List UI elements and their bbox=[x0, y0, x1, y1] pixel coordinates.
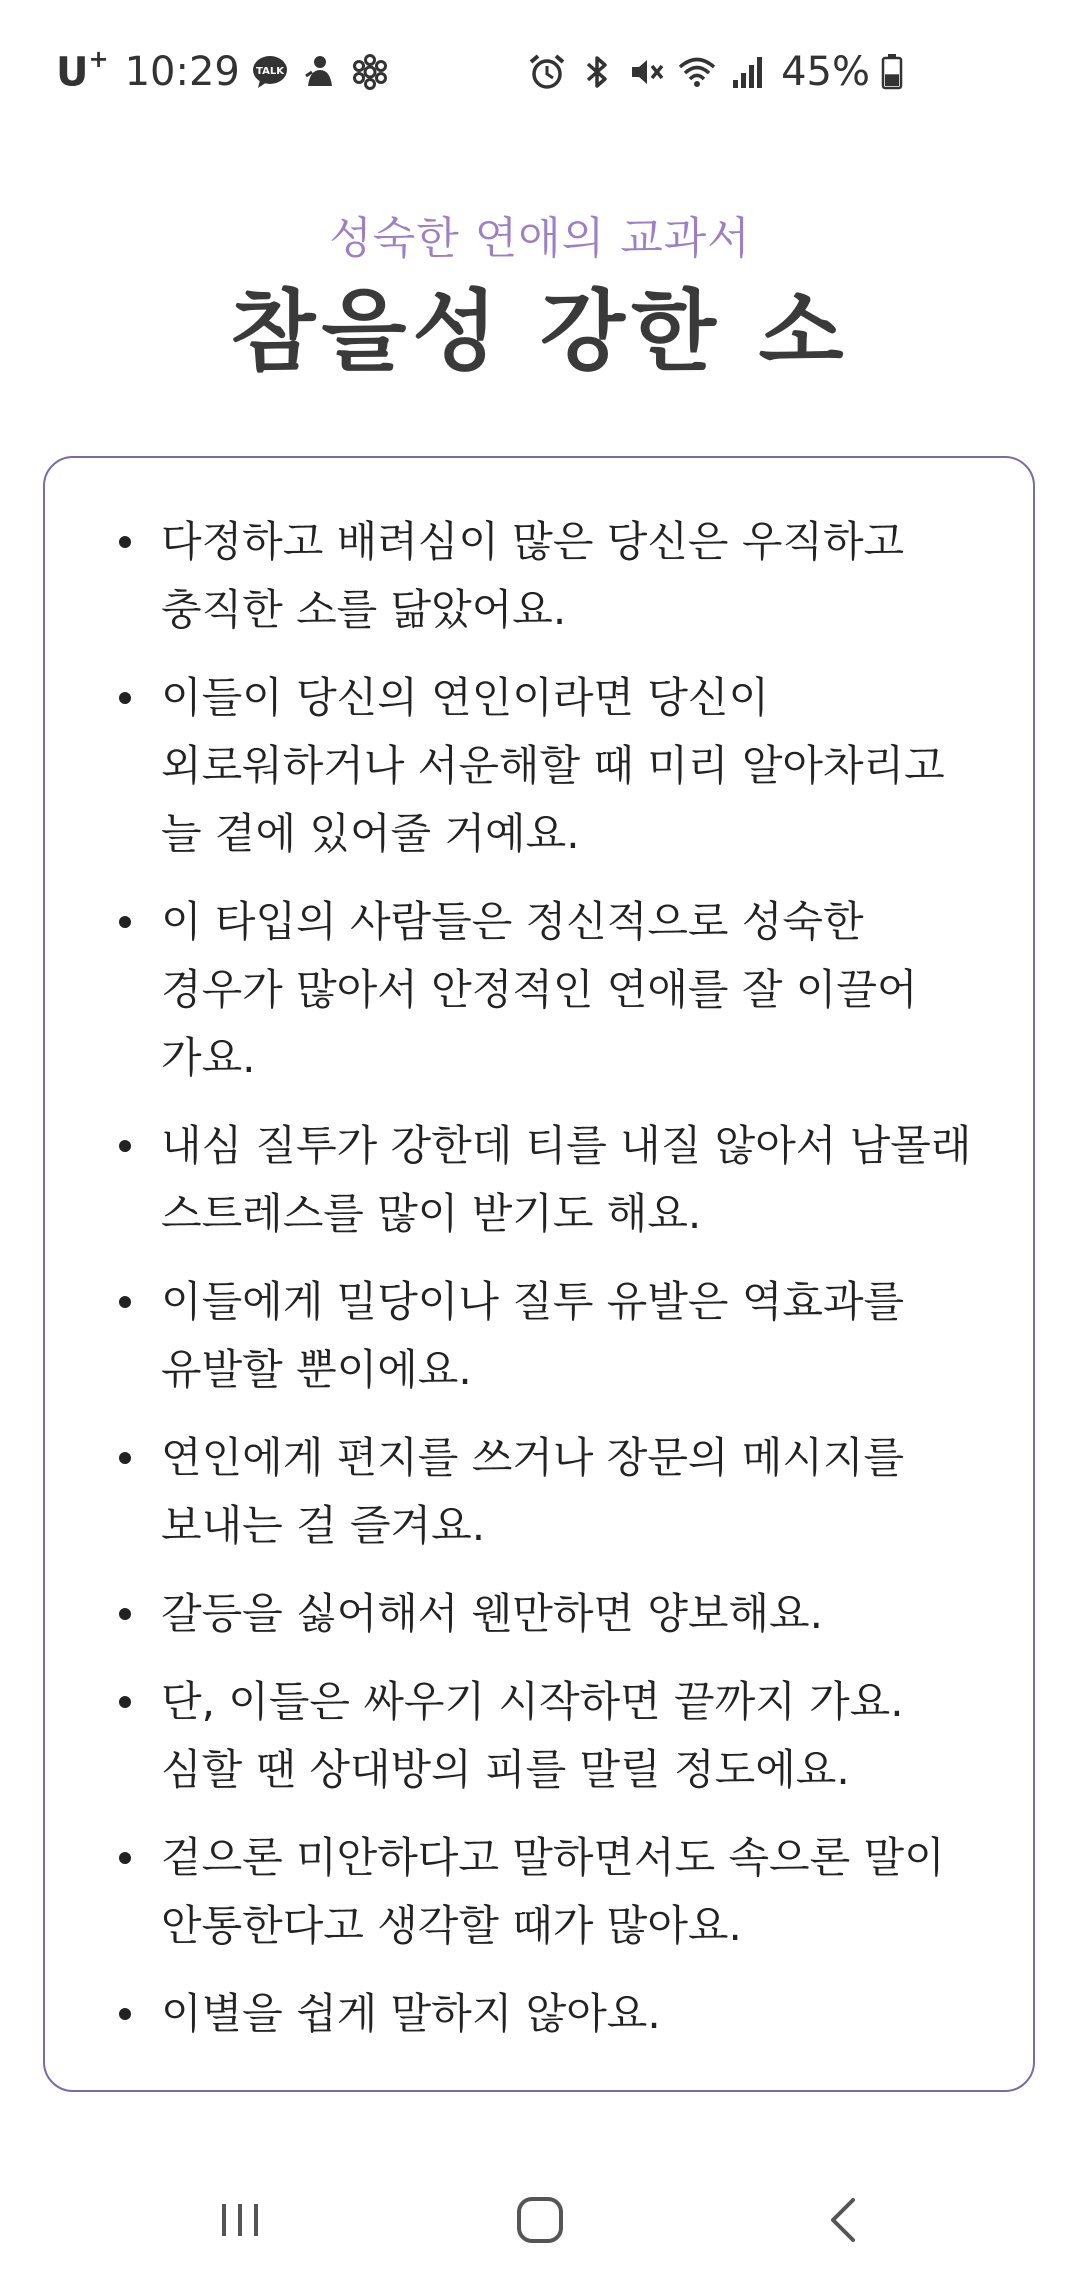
trait-item bbox=[119, 1424, 973, 1560]
bullet-dot bbox=[119, 1296, 131, 1308]
status-left bbox=[56, 44, 390, 100]
trait-text: 연인에게 편지를 쓰거나 장문의 메시지를 보내는 걸 즐겨요. bbox=[161, 1433, 905, 1550]
signal-icon bbox=[727, 52, 767, 92]
trait-text: 이별을 쉽게 말하지 않아요. bbox=[161, 1989, 661, 2038]
trait-item bbox=[119, 1112, 973, 1248]
bullet-dot bbox=[119, 1608, 131, 1620]
trait-text: 다정하고 배려심이 많은 당신은 우직하고 충직한 소를 닮았어요. bbox=[161, 517, 905, 634]
clock: 10:29 bbox=[124, 49, 240, 95]
bullet-dot bbox=[119, 1452, 131, 1464]
alarm-icon bbox=[527, 52, 567, 92]
trait-list bbox=[45, 458, 1033, 2048]
navigation-bar bbox=[0, 2160, 1080, 2280]
status-bar bbox=[0, 0, 1080, 140]
wifi-icon bbox=[677, 52, 717, 92]
bullet-dot bbox=[119, 1696, 131, 1708]
trait-item bbox=[119, 1580, 973, 1648]
bullet-dot bbox=[119, 1852, 131, 1864]
status-right bbox=[527, 44, 904, 100]
trait-item bbox=[119, 1824, 973, 1960]
trait-text: 내심 질투가 강한데 티를 내질 않아서 남몰래 스트레스를 많이 받기도 해요. bbox=[161, 1121, 972, 1238]
bullet-dot bbox=[119, 692, 131, 704]
trait-text: 단, 이들은 싸우기 시작하면 끝까지 가요. 심할 땐 상대방의 피를 말릴 정도에요. bbox=[161, 1677, 904, 1794]
battery-icon bbox=[880, 52, 904, 92]
back-button[interactable] bbox=[795, 2180, 895, 2260]
trait-card bbox=[43, 456, 1035, 2092]
bullet-dot bbox=[119, 1140, 131, 1152]
recent-apps-icon bbox=[210, 2190, 270, 2250]
carrier-label: U+ bbox=[56, 44, 109, 96]
trait-item bbox=[119, 1668, 973, 1804]
home-icon bbox=[510, 2190, 570, 2250]
trait-item bbox=[119, 664, 973, 868]
trait-text: 이들이 당신의 연인이라면 당신이 외로워하거나 서운해할 때 미리 알아차리고 늘 곁에 있어줄 거예요. bbox=[161, 673, 945, 858]
bullet-dot bbox=[119, 2008, 131, 2020]
bullet-dot bbox=[119, 536, 131, 548]
page-subtitle: 성숙한 연애의 교과서 bbox=[329, 213, 751, 264]
trait-item bbox=[119, 1980, 973, 2048]
trait-text: 이 타입의 사람들은 정신적으로 성숙한 경우가 많아서 안정적인 연애를 잘 이끌어 가요. bbox=[161, 897, 918, 1082]
bluetooth-icon bbox=[577, 52, 617, 92]
trait-text: 겉으론 미안하다고 말하면서도 속으론 말이 안통한다고 생각할 때가 많아요. bbox=[161, 1833, 945, 1950]
bullet-dot bbox=[119, 916, 131, 928]
page-title: 참을성 강한 소 bbox=[230, 280, 850, 383]
svg-text:TALK: TALK bbox=[255, 66, 284, 77]
talk-icon bbox=[250, 52, 290, 92]
trait-text: 이들에게 밀당이나 질투 유발은 역효과를 유발할 뿐이에요. bbox=[161, 1277, 905, 1394]
settings-flower-icon bbox=[350, 52, 390, 92]
recent-apps-button[interactable] bbox=[190, 2180, 290, 2260]
back-icon bbox=[815, 2190, 875, 2250]
trait-item bbox=[119, 888, 973, 1092]
mute-icon bbox=[627, 52, 667, 92]
trait-item bbox=[119, 1268, 973, 1404]
battery-percent: 45% bbox=[781, 49, 870, 95]
person-icon bbox=[300, 52, 340, 92]
home-button[interactable] bbox=[490, 2180, 590, 2260]
trait-item bbox=[119, 508, 973, 644]
trait-text: 갈등을 싫어해서 웬만하면 양보해요. bbox=[161, 1589, 823, 1638]
